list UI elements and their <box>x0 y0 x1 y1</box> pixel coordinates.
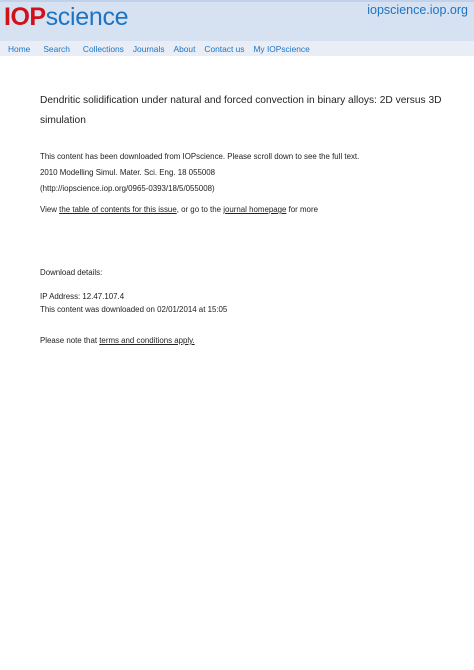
view-middle: , or go to the <box>176 205 224 214</box>
article-title: Dendritic solidification under natural and forced convection in binary alloys: 2D versus 3D simulation <box>40 95 442 126</box>
citation: 2010 Modelling Simul. Mater. Sci. Eng. 18 055008 <box>40 168 216 177</box>
nav-journals[interactable]: Journals <box>132 43 165 54</box>
nav-collections[interactable]: Collections <box>82 43 124 54</box>
nav-contact-us[interactable]: Contact us <box>204 43 245 54</box>
journal-homepage-link[interactable]: journal homepage <box>223 205 287 214</box>
iopscience-logo[interactable] <box>4 2 128 32</box>
logo-science-text: science <box>45 3 129 31</box>
article-title-block <box>40 91 460 131</box>
ip-address: IP Address: 12.47.107.4 <box>40 292 125 301</box>
main-nav <box>0 41 474 56</box>
terms-prefix: Please note that <box>40 336 100 345</box>
view-links-line <box>40 205 318 214</box>
terms-link[interactable]: terms and conditions apply. <box>99 336 195 345</box>
doi-url: (http://iopscience.iop.org/0965-0393/18/5/055008) <box>40 184 215 193</box>
nav-home[interactable]: Home <box>8 43 31 54</box>
nav-search[interactable]: Search <box>43 43 70 54</box>
toc-link[interactable]: the table of contents for this issue <box>59 205 177 214</box>
downloaded-on: This content was downloaded on 02/01/2014 at 15:05 <box>40 305 228 314</box>
downloaded-notice: This content has been downloaded from IOPscience. Please scroll down to see the full text. <box>40 152 360 161</box>
terms-line <box>40 336 195 345</box>
view-suffix: for more <box>286 205 318 214</box>
site-url-link[interactable]: iopscience.iop.org <box>367 3 468 17</box>
nav-about[interactable]: About <box>173 43 196 54</box>
view-prefix: View <box>40 205 60 214</box>
site-header <box>0 0 474 41</box>
logo-iop-text: IOP <box>4 3 46 31</box>
nav-my-iopscience[interactable]: My IOPscience <box>253 43 310 54</box>
download-details-heading: Download details: <box>40 268 103 277</box>
